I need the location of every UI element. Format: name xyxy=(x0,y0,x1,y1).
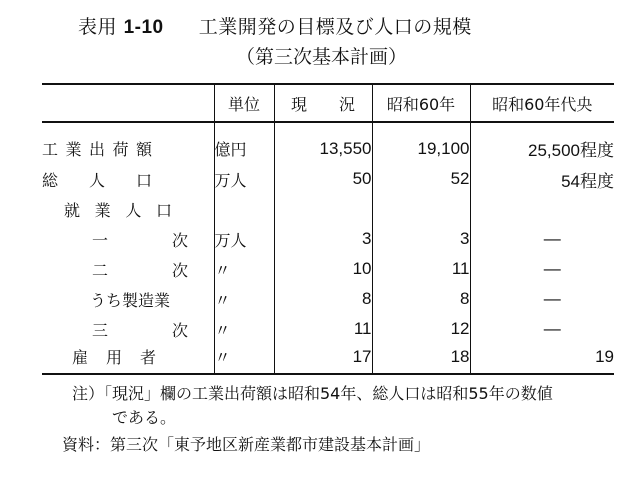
cell-current: 50 xyxy=(274,164,372,194)
note-line-2: である。 xyxy=(112,408,177,427)
cell-showa60: 11 xyxy=(372,254,470,284)
cell-current: 11 xyxy=(274,314,372,344)
title-number: 1-10 xyxy=(123,17,164,38)
row-label xyxy=(42,194,214,224)
cell-showa60: 3 xyxy=(372,224,470,254)
table-title xyxy=(78,12,578,39)
row-label xyxy=(42,284,214,314)
cell-showa60-mid: — xyxy=(470,254,614,284)
cell-showa60-mid: 54程度 xyxy=(470,164,614,194)
note-line-1: 注）「現況」欄の工業出荷額は昭和54年、総人口は昭和55年の数値 xyxy=(72,384,553,403)
row-label xyxy=(42,122,214,164)
cell-current: 3 xyxy=(274,224,372,254)
table-row xyxy=(42,254,614,284)
row-label-text: 三 次 xyxy=(92,320,188,340)
row-label-text: 就 業 人 口 xyxy=(64,200,172,220)
notes xyxy=(72,382,553,430)
cell-unit: 〃 xyxy=(214,344,274,374)
cell-unit: 万人 xyxy=(214,224,274,254)
title-text: 工業開発の目標及び人口の規模 xyxy=(198,16,472,38)
source-note: 資料：第三次「東予地区新産業都市建設基本計画」 xyxy=(62,435,431,454)
table-subtitle: （第三次基本計画） xyxy=(236,46,408,68)
cell-showa60: 52 xyxy=(372,164,470,194)
cell-unit: 〃 xyxy=(214,314,274,344)
row-label xyxy=(42,224,214,254)
cell-unit: 〃 xyxy=(214,284,274,314)
header-label xyxy=(42,84,214,122)
cell-showa60: 8 xyxy=(372,284,470,314)
row-label-text: 一 次 xyxy=(92,230,188,250)
row-label-text: 総 人 口 xyxy=(42,170,152,190)
cell-unit: 億円 xyxy=(214,122,274,164)
table-row xyxy=(42,194,614,224)
row-label-text: 雇 用 者 xyxy=(72,348,156,367)
cell-showa60-mid: — xyxy=(470,224,614,254)
cell-showa60: 19,100 xyxy=(372,122,470,164)
row-label xyxy=(42,344,214,374)
cell-showa60: 12 xyxy=(372,314,470,344)
row-label xyxy=(42,164,214,194)
cell-showa60-mid: — xyxy=(470,284,614,314)
row-label-text: 工 業 出 荷 額 xyxy=(42,140,152,159)
table-row xyxy=(42,284,614,314)
cell-unit xyxy=(214,194,274,224)
header-row xyxy=(42,84,614,122)
header-unit: 単位 xyxy=(214,84,274,122)
title-prefix: 表用 xyxy=(78,16,118,38)
cell-current: 13,550 xyxy=(274,122,372,164)
table-row xyxy=(42,314,614,344)
cell-showa60: 18 xyxy=(372,344,470,374)
cell-showa60-mid: 19 xyxy=(470,344,614,374)
row-label-text: うち製造業 xyxy=(90,290,171,310)
cell-showa60-mid xyxy=(470,194,614,224)
data-table xyxy=(42,83,614,375)
table-row xyxy=(42,122,614,164)
cell-current: 10 xyxy=(274,254,372,284)
cell-unit: 〃 xyxy=(214,254,274,284)
cell-showa60-mid: 25,500程度 xyxy=(470,122,614,164)
table-row xyxy=(42,344,614,374)
header-showa60-mid: 昭和60年代央 xyxy=(470,84,614,122)
cell-current xyxy=(274,194,372,224)
cell-showa60 xyxy=(372,194,470,224)
cell-current: 17 xyxy=(274,344,372,374)
cell-current: 8 xyxy=(274,284,372,314)
header-showa60: 昭和60年 xyxy=(372,84,470,122)
row-label xyxy=(42,314,214,344)
row-label-text: 二 次 xyxy=(92,260,188,280)
table-row xyxy=(42,164,614,194)
table-row xyxy=(42,224,614,254)
header-current: 現 況 xyxy=(274,84,372,122)
row-label xyxy=(42,254,214,284)
cell-unit: 万人 xyxy=(214,164,274,194)
cell-showa60-mid: — xyxy=(470,314,614,344)
